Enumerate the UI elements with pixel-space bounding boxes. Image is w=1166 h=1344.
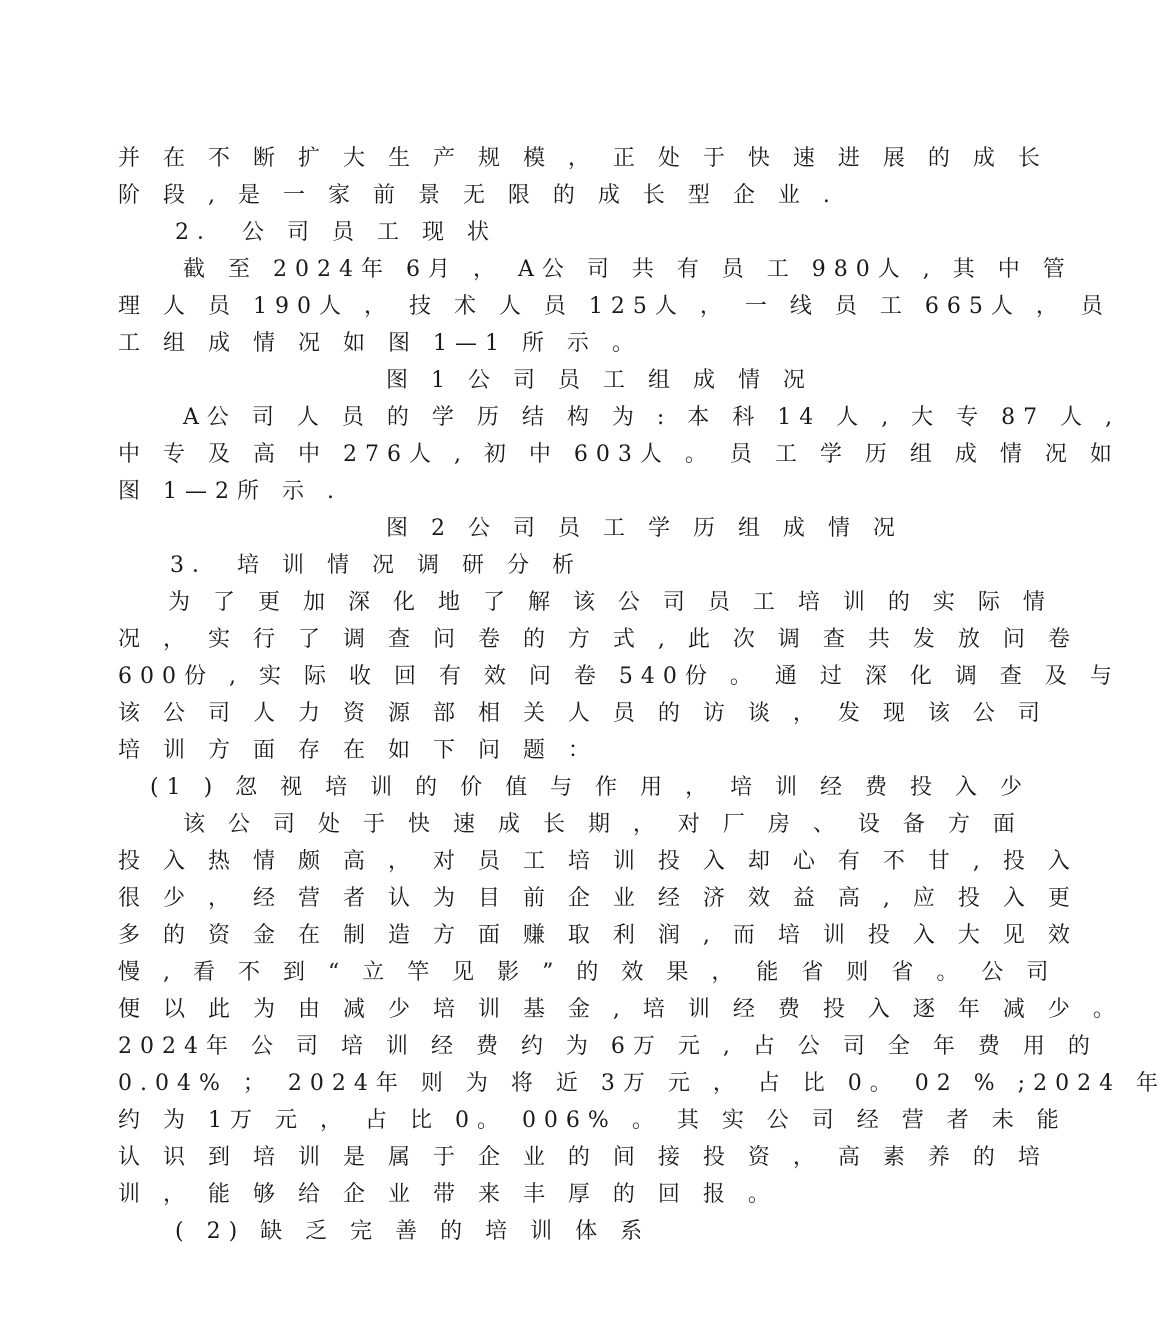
figure-caption: 图 2 公 司 员 工 学 历 组 成 情 况 [386,516,903,541]
text-line: 理 人 员 190人 ， 技 术 人 员 125人 ， 一 线 员 工 665人 ， 员 [118,294,1111,319]
figure-caption: 图 1 公 司 员 工 组 成 情 况 [386,368,813,393]
text-line: 认 识 到 培 训 是 属 于 企 业 的 间 接 投 资 ， 高 素 养 的 培 [118,1145,1048,1170]
text-line: 截 至 2024年 6月 ， A公 司 共 有 员 工 980人 , 其 中 管 [183,257,1073,282]
text-line: 该 公 司 人 力 资 源 部 相 关 人 员 的 访 谈 ， 发 现 该 公 司 [118,701,1048,726]
text-line: 0.04% ； 2024年 则 为 将 近 3万 元 ， 占 比 0。 02 % ;2024 年 [118,1071,1166,1096]
text-line: 阶 段 , 是 一 家 前 景 无 限 的 成 长 型 企 业 . [118,183,838,208]
text-line: 投 入 热 情 颇 高 ， 对 员 工 培 训 投 入 却 心 有 不 甘 , 投 入 [118,849,1078,874]
text-line: 况 ， 实 行 了 调 查 问 卷 的 方 式 , 此 次 调 查 共 发 放 问 卷 [118,627,1078,652]
text-line: 为 了 更 加 深 化 地 了 解 该 公 司 员 工 培 训 的 实 际 情 [168,590,1053,615]
text-line: 图 1—2所 示 . [118,479,342,504]
subsection-heading: ( 2) 缺 乏 完 善 的 培 训 体 系 [175,1219,651,1244]
text-line: 约 为 1万 元 ， 占 比 0。 006% 。 其 实 公 司 经 营 者 未 能 [118,1108,1067,1133]
text-line: 便 以 此 为 由 减 少 培 训 基 金 , 培 训 经 费 投 入 逐 年 减 少 。 [118,997,1123,1022]
section-heading: 3． 培 训 情 况 调 研 分 析 [170,553,582,578]
text-line: 中 专 及 高 中 276人 , 初 中 603人 。 员 工 学 历 组 成 情 况 如 [118,442,1120,467]
section-heading: 2． 公 司 员 工 现 状 [175,220,497,245]
text-line: 多 的 资 金 在 制 造 方 面 赚 取 利 润 , 而 培 训 投 入 大 见 效 [118,923,1078,948]
text-line: 培 训 方 面 存 在 如 下 问 题 ： [118,738,598,763]
text-line: 训 ， 能 够 给 企 业 带 来 丰 厚 的 回 报 。 [118,1182,778,1207]
text-line: A公 司 人 员 的 学 历 结 构 为 : 本 科 14 人 , 大 专 87 人 , [183,405,1121,430]
text-line: 该 公 司 处 于 快 速 成 长 期 ， 对 厂 房 、 设 备 方 面 [183,812,1023,837]
text-line: 慢 , 看 不 到 “ 立 竿 见 影 ” 的 效 果 ， 能 省 则 省 。 公 司 [118,960,1057,985]
text-line: 并 在 不 断 扩 大 生 产 规 模 ， 正 处 于 快 速 进 展 的 成 长 [118,146,1048,171]
text-line: 很 少 ， 经 营 者 认 为 目 前 企 业 经 济 效 益 高 , 应 投 入 更 [118,886,1078,911]
text-line: 600份 , 实 际 收 回 有 效 问 卷 540份 。 通 过 深 化 调 查 及 与 [118,664,1120,689]
subsection-heading: (1 ) 忽 视 培 训 的 价 值 与 作 用 ， 培 训 经 费 投 入 少 [150,775,1031,800]
text-line: 2024年 公 司 培 训 经 费 约 为 6万 元 , 占 公 司 全 年 费 用 的 [118,1034,1098,1059]
text-line: 工 组 成 情 况 如 图 1—1 所 示 。 [118,331,642,356]
